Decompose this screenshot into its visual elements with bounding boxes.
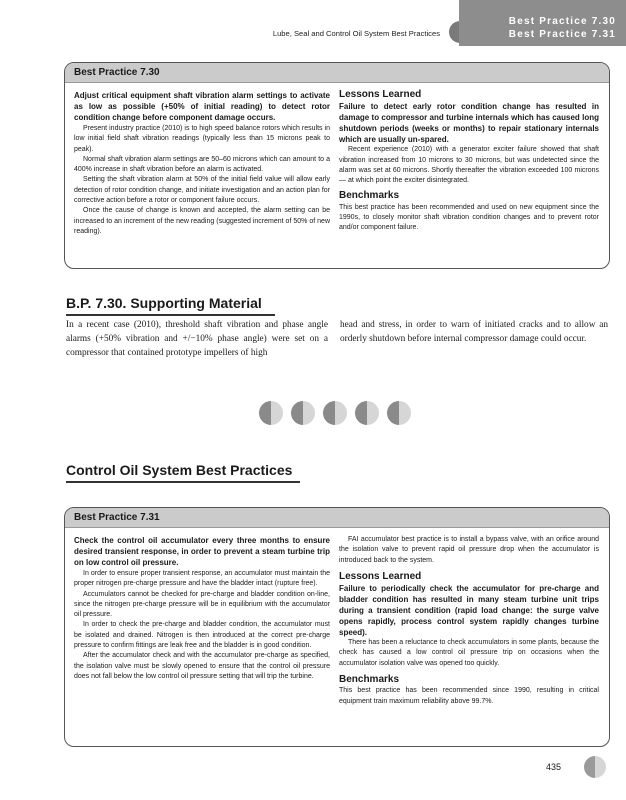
divider-dot [259,401,283,425]
bp730-right-column [339,90,599,234]
benchmarks-heading: Benchmarks [339,190,400,202]
heading-rule [66,314,275,316]
best-practice-730-box [64,62,610,269]
paragraph: There has been a reluctance to check accumulators in some plants, because the check has caused a low control oil pressure trip on occasions when the accumulator isolation valve was opened too quickly. [339,639,599,667]
benchmarks-heading: Benchmarks [339,674,400,686]
bp731-left-column [74,535,330,682]
tab-best-practice-1: Best Practice 7.30 [508,16,616,27]
section-divider-dots [259,401,419,430]
bp730-left-column [74,90,330,237]
paragraph: Accumulators cannot be checked for pre-charge and bladder condition on-line, since the nitrogen pre-charge pressure will be in equilibrium with the accumulator oil pressure. [74,590,330,619]
divider-dot [355,401,379,425]
support-left-text: In a recent case (2010), threshold shaft vibration and phase angle alarms (+50% vibration and +/−10% phase angle) were set on a compressor that contained prototype impellers of high [66,320,328,358]
support-right-text: head and stress, in order to warn of initiated cracks and to allow an orderly shutdown before internal compressor damage could occur. [340,320,608,344]
bp731-right-column [339,535,599,707]
page-number: 435 [546,762,562,772]
divider-dot [291,401,315,425]
paragraph: Present industry practice (2010) is to high speed balance rotors which results in low initial field shaft vibration readings (typically less than 15 microns peak to peak). [74,125,330,153]
paragraph: After the accumulator check and with the accumulator pre-charge as specified, the isolation valve must be slowly opened to ensure that the control oil pressure does not fall below the low control oil pressure setting that will trip the turbine. [74,652,330,680]
paragraph: Setting the shaft vibration alarm at 50% of the initial field value will allow early detection of rotor condition change, and initiate investigation and an action plan for corrective action before a rotor or component failure occurs. [74,176,330,205]
lessons-heading: Lessons Learned [339,89,422,100]
heading-rule [66,481,300,483]
paragraph: In order to check the pre-charge and bladder condition, the accumulator must be isolated and drained. Nitrogen is then introduced at the correct pre-charge pressure to confirm fittings are leak free and the bladder is in good condition. [74,621,330,650]
lessons-bold: Failure to detect early rotor condition change has resulted in damage to compressor and turbine internals which has caused long shutdown periods (weeks or months) to repair stationary internals which are usually un-spared. [339,102,599,145]
paragraph: This best practice has been recommended and used on new equipment since the 1990s, to closely monitor shaft vibration condition changes and to prevent rotor and/or component failure. [339,203,599,232]
page-number-circle-decoration [584,756,606,778]
paragraph: This best practice has been recommended since 1990, resulting in critical equipment train maximum reliability above 99.7%. [339,687,599,705]
box-title: Best Practice 7.30 [65,63,609,83]
best-practice-731-box [64,507,610,747]
box-title: Best Practice 7.31 [65,508,609,528]
paragraph: Recent experience (2010) with a generator exciter failure showed that shaft vibration increased from 10 microns to 30 microns, but was undetected since the alarm was set at 60 microns. Shortly thereafter the vibration exceeded 100 microns — at which point the exciter disintegrated. [339,146,599,185]
section-heading: Control Oil System Best Practices [66,462,293,478]
paragraph: Once the cause of change is known and accepted, the alarm setting can be increased to an increment of the new reading (suggested increment of 50% of new reading). [74,207,330,235]
lessons-bold: Failure to periodically check the accumulator for pre-charge and bladder condition has resulted in many steam turbine unit trips during a transient condition (rapid load change: the surge valve opens rapidly, process control system rapidly changes turbine speed). [339,584,599,638]
tab-best-practice-2: Best Practice 7.31 [508,29,616,40]
bp730-lead: Adjust critical equipment shaft vibration alarm settings to activate as low as possible (+50% of initial reading) to detect rotor condition change before component damage occurs. [74,91,330,122]
divider-dot [323,401,347,425]
paragraph: In order to ensure proper transient response, an accumulator must maintain the proper nitrogen pre-charge pressure and have the bladder intact (rupture free). [74,570,330,588]
header-tab [459,0,626,46]
paragraph: Normal shaft vibration alarm settings are 50–60 microns which can amount to a 400% increase in shaft vibration before an alarm is activated. [74,155,330,174]
running-title: Lube, Seal and Control Oil System Best Practices [272,29,440,38]
bp731-lead: Check the control oil accumulator every three months to ensure desired transient response, in order to prevent a steam turbine trip on low control oil pressure. [74,536,330,567]
paragraph: FAI accumulator best practice is to install a bypass valve, with an orifice around the isolation valve to prevent rapid oil pressure drop when the accumulator is introduced back to the system. [339,536,599,564]
section-heading: B.P. 7.30. Supporting Material [66,295,262,311]
lessons-heading: Lessons Learned [339,570,422,582]
divider-dot [387,401,411,425]
